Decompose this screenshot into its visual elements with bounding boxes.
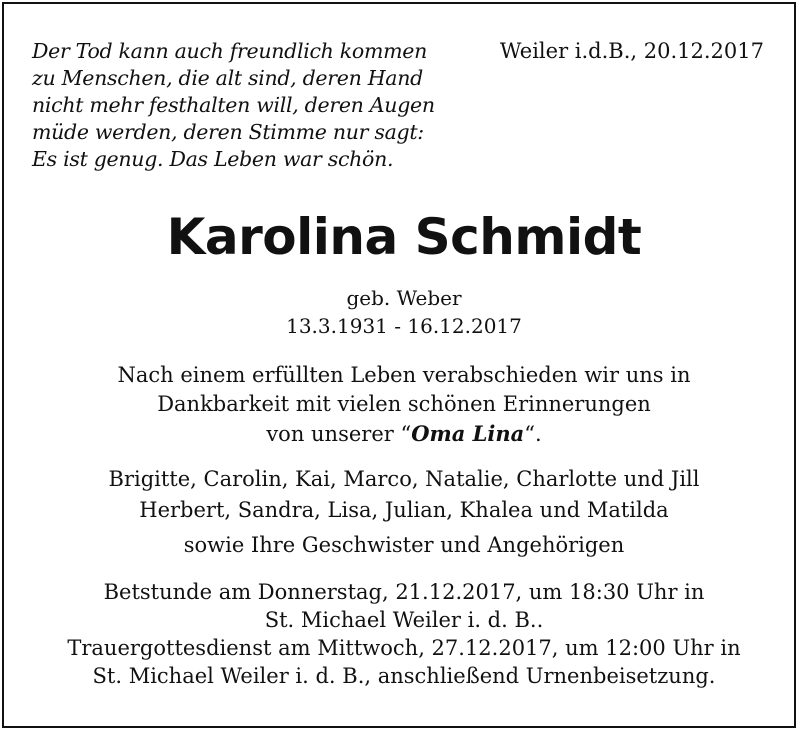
- poem-line: zu Menschen, die alt sind, deren Hand: [32, 66, 423, 90]
- place-and-date: Weiler i.d.B., 20.12.2017: [499, 39, 764, 63]
- poem-line: müde werden, deren Stimme nur sagt:: [32, 120, 424, 144]
- mourners-line: Herbert, Sandra, Lisa, Julian, Khalea und Matilda: [139, 498, 669, 522]
- mourners-line: Brigitte, Carolin, Kai, Marco, Natalie, Charlotte und Jill: [108, 467, 700, 491]
- poem-line: nicht mehr festhalten will, deren Augen: [32, 93, 435, 117]
- deceased-name: Karolina Schmidt: [166, 208, 642, 266]
- farewell-line: Dankbarkeit mit vielen schönen Erinnerungen: [157, 392, 651, 416]
- nickname: Oma Lina: [411, 421, 525, 446]
- service-line: St. Michael Weiler i. d. B..: [264, 608, 544, 632]
- service-line: St. Michael Weiler i. d. B., anschließend Urnenbeisetzung.: [92, 664, 716, 688]
- service-line: Betstunde am Donnerstag, 21.12.2017, um 18:30 Uhr in: [103, 580, 705, 604]
- mourners-list: [4, 464, 800, 561]
- poem-line: Der Tod kann auch freundlich kommen: [32, 39, 427, 63]
- farewell-message: [4, 361, 800, 449]
- farewell-prefix: von unserer “: [266, 422, 412, 446]
- life-dates: 13.3.1931 - 16.12.2017: [286, 314, 522, 338]
- poem-line: Es ist genug. Das Leben war schön.: [32, 147, 394, 171]
- farewell-line: Nach einem erfüllten Leben verabschieden wir uns in: [117, 363, 691, 387]
- mourners-line: sowie Ihre Geschwister und Angehörigen: [183, 533, 625, 557]
- service-line: Trauergottesdienst am Mittwoch, 27.12.2017, um 12:00 Uhr in: [67, 636, 741, 660]
- notice-border: [2, 2, 796, 728]
- farewell-suffix: “.: [524, 422, 542, 446]
- memorial-poem: [32, 38, 462, 173]
- maiden-name: geb. Weber: [346, 286, 462, 310]
- farewell-line: [4, 419, 800, 449]
- service-details: [4, 578, 800, 690]
- birth-info: [4, 284, 800, 340]
